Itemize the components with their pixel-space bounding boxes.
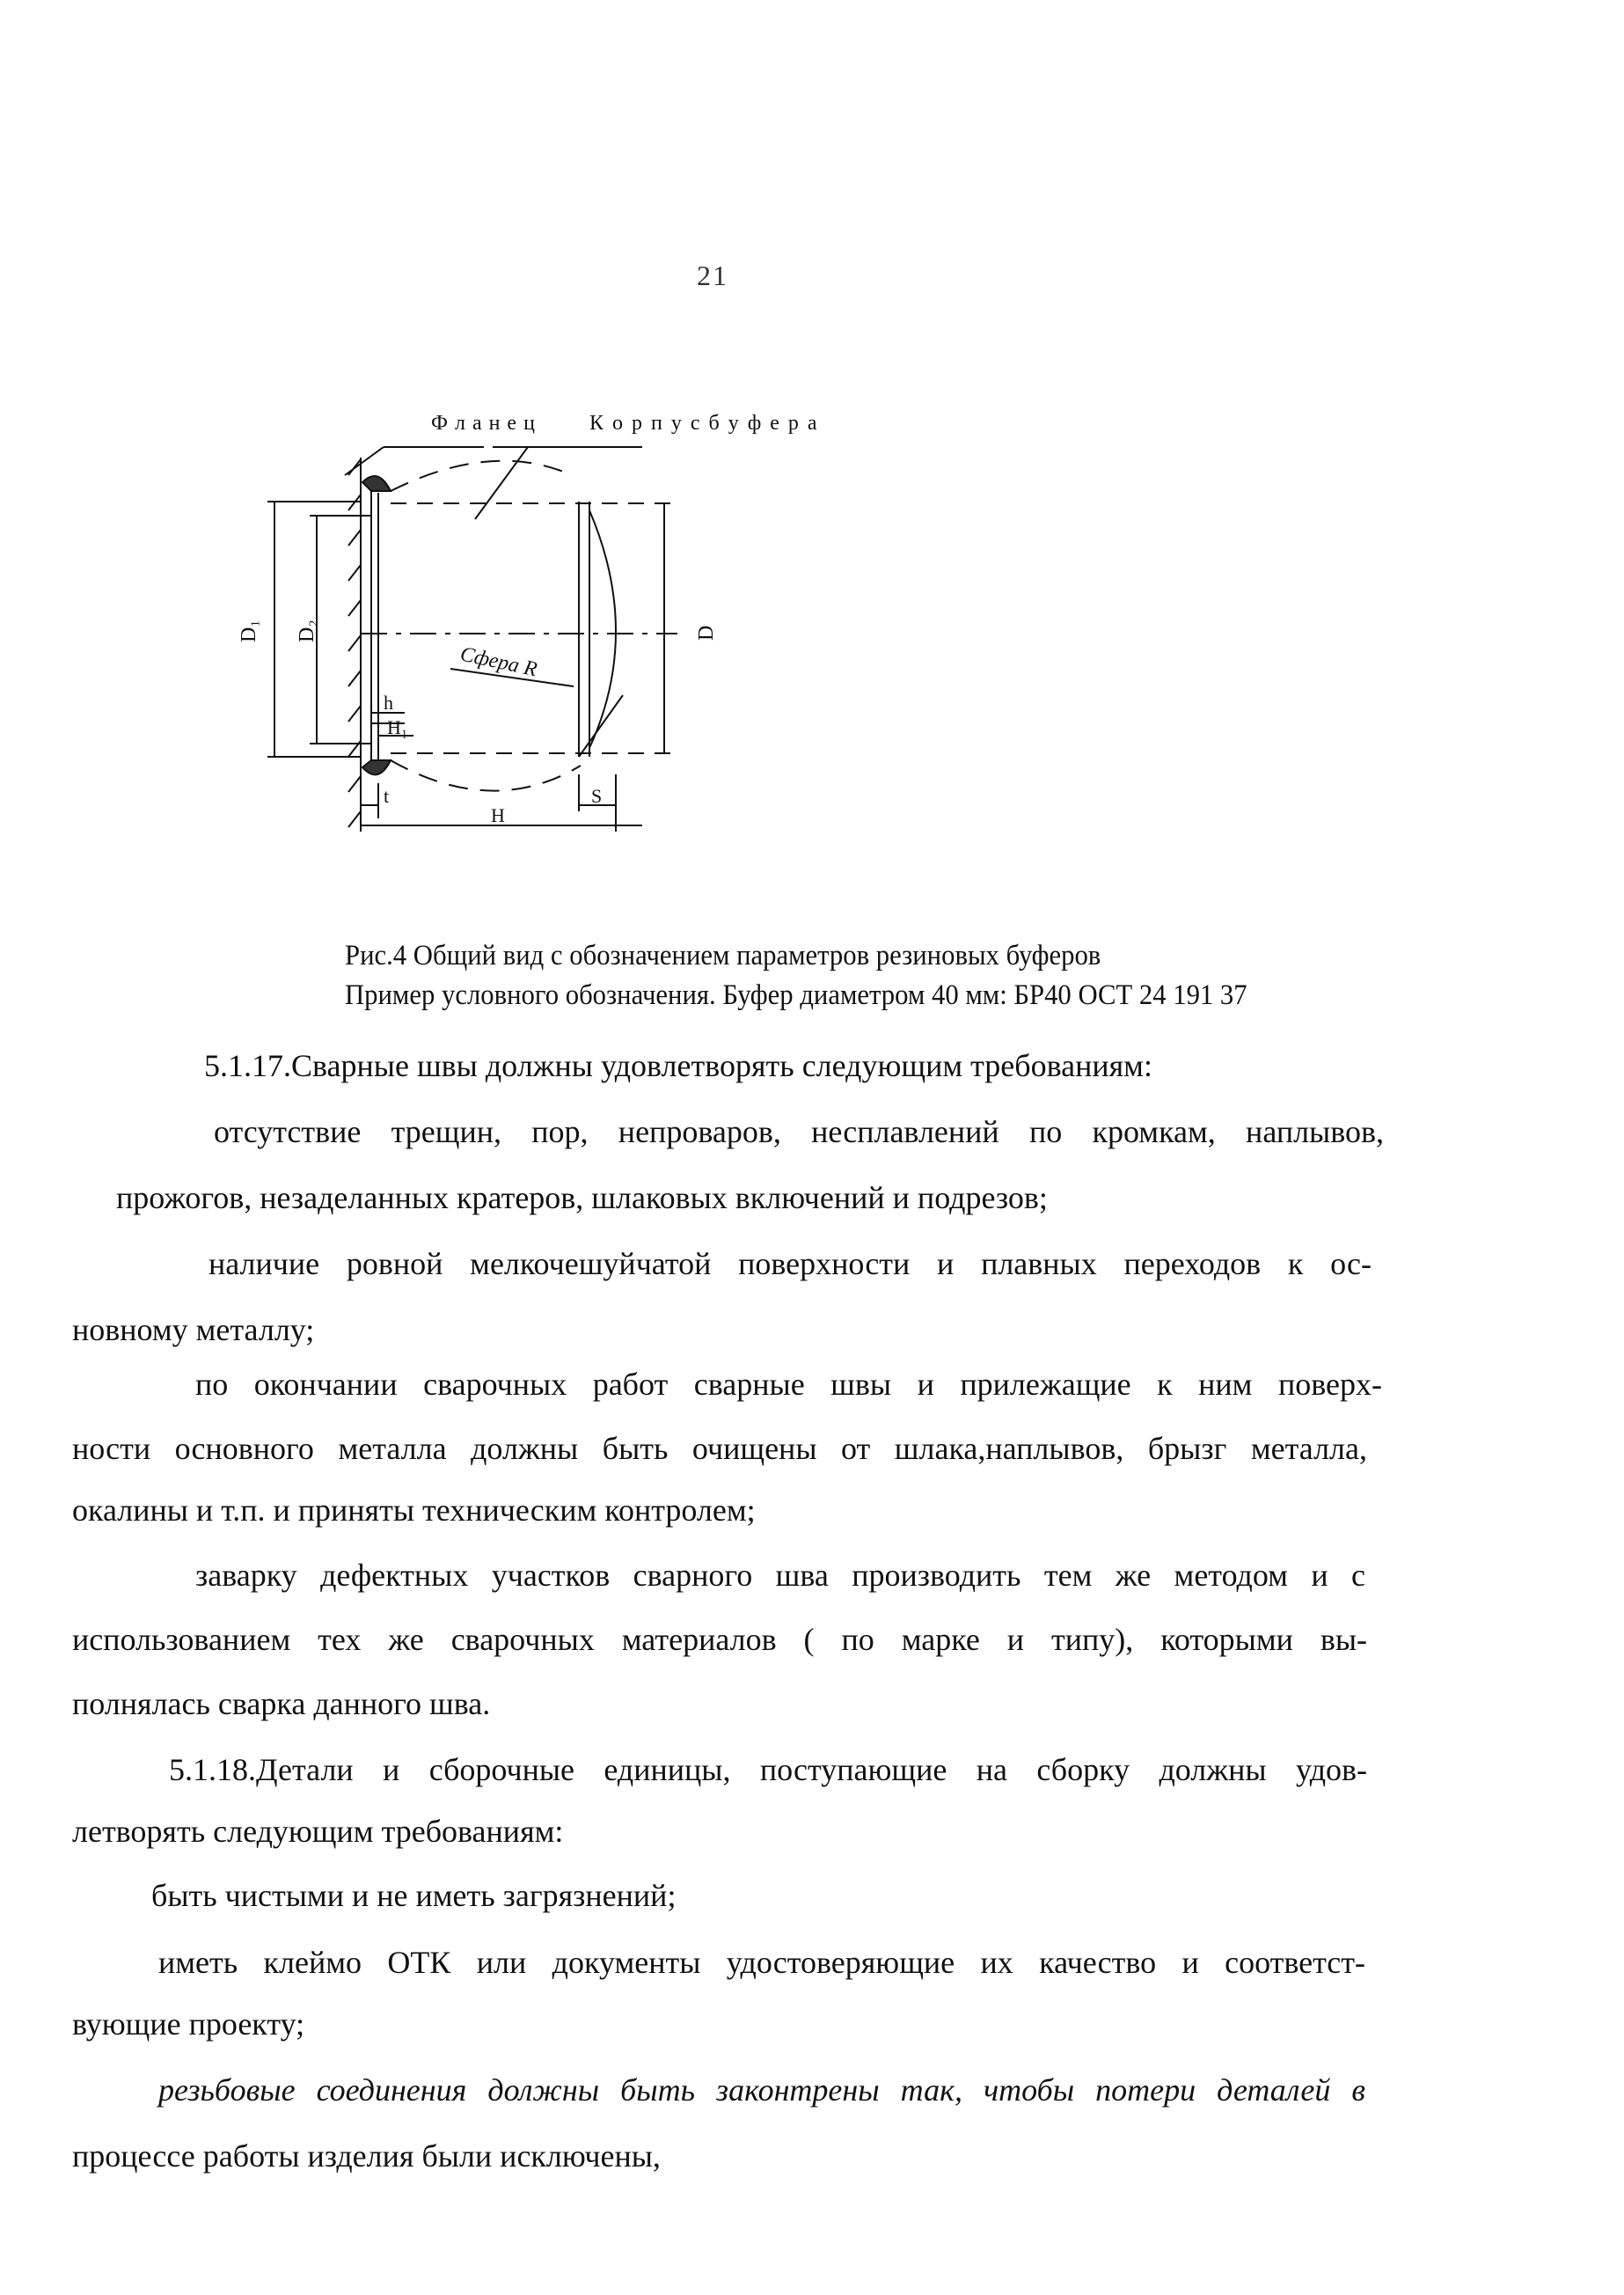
text-line: иметь клеймо ОТК или документы удостоверяющие их качество и соответст-: [158, 1945, 1365, 1980]
D1-label: D₁: [238, 620, 260, 642]
wall-hatching: [348, 459, 361, 827]
text-line: новному металлу;: [72, 1312, 315, 1347]
figure-caption: Рис.4 Общий вид с обозначением параметров резиновых буферов: [345, 940, 1101, 972]
text-line: отсутствие трещин, пор, непроваров, несплавлений по кромкам, наплывов,: [214, 1114, 1384, 1149]
body-bottom-arc: [391, 760, 581, 791]
section-5-1-18: 5.1.18.Детали и сборочные единицы, поступающие на сборку должны удов-: [169, 1752, 1367, 1787]
body-label: К о р п у с б у ф е р а: [589, 412, 819, 435]
text-line: прожогов, незаделанных кратеров, шлаковых включений и подрезов;: [116, 1180, 1048, 1215]
S-label: S: [591, 785, 603, 807]
text-line: резьбовые соединения должны быть законтрены так, чтобы потери деталей в: [158, 2072, 1365, 2108]
buffer-drawing: [229, 405, 897, 862]
text-line: вующие проекту;: [72, 2006, 305, 2042]
text-line: окалины и т.п. и приняты техническим контролем;: [72, 1492, 756, 1528]
H1-label: H₁: [387, 716, 408, 738]
sphere-label: Сфера R: [457, 642, 539, 682]
radius-line: [579, 695, 623, 757]
page-number: 21: [697, 260, 728, 291]
text-line: по окончании сварочных работ сварные швы и прилежащие к ним поверх-: [195, 1367, 1382, 1402]
sphere-arc: [589, 510, 616, 748]
text-line: наличие ровной мелкочешуйчатой поверхности и плавных переходов к ос-: [208, 1246, 1372, 1281]
figure-caption-example: Пример условного обозначения. Буфер диаметром 40 мм: БР40 ОСТ 24 191 37: [345, 979, 1247, 1011]
text-line: процессе работы изделия были исключены,: [72, 2138, 661, 2174]
h-label: h: [384, 692, 393, 714]
D-label: D: [695, 625, 718, 641]
t-label: t: [384, 785, 390, 807]
D2-label: D₂: [296, 620, 318, 642]
weld-top: [362, 476, 391, 491]
text-line: заварку дефектных участков сварного шва производить тем же методом и с: [195, 1558, 1365, 1593]
weld-bottom: [362, 760, 391, 774]
text-line: быть чистыми и не иметь загрязнений;: [151, 1878, 677, 1913]
text-line: полнялась сварка данного шва.: [72, 1686, 491, 1721]
H-label: H: [491, 804, 505, 826]
body-top-arc: [391, 461, 572, 491]
body-leader: [475, 447, 528, 519]
text-line: использованием тех же сварочных материалов ( по марке и типу), которыми вы-: [72, 1622, 1367, 1657]
flange-leader: [345, 447, 384, 475]
text-line: ности основного металла должны быть очищены от шлака,наплывов, брызг металла,: [72, 1431, 1367, 1466]
section-5-1-17: 5.1.17.Сварные швы должны удовлетворять следующим требованиям:: [204, 1048, 1152, 1083]
text-line: летворять следующим требованиям:: [72, 1814, 564, 1849]
flange-label: Ф л а н е ц: [431, 412, 536, 435]
